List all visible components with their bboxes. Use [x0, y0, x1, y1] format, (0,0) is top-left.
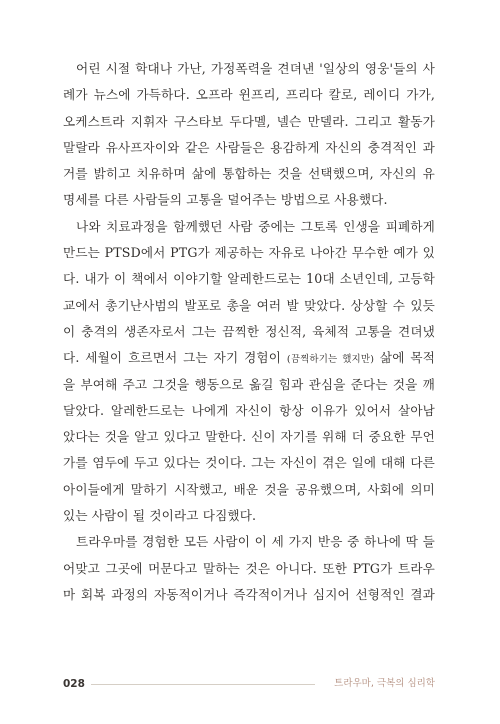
body-text [63, 56, 435, 608]
footer-divider [91, 684, 315, 685]
text-segment: 삶에 목적 [374, 350, 435, 366]
parenthetical-aside: (끔찍하기는 했지만) [286, 354, 375, 366]
text-segment: 다. 세월이 흐르면서 그는 자기 경험이 [63, 350, 287, 366]
text-line: 오케스트라 지휘자 구스타보 두다멜, 넬슨 만델라. 그리고 활동가 [63, 113, 435, 129]
text-line: 나와 치료과정을 함께했던 사람 중에는 그토록 인생을 피폐하게 [76, 218, 435, 234]
page-footer [63, 676, 435, 692]
text-line: 아이들에게 말하기 시작했고, 배운 것을 공유했으며, 사회에 의미 [63, 481, 435, 497]
text-line: 았다는 것을 알고 있다고 말한다. 신이 자기를 위해 더 중요한 무언 [63, 429, 435, 445]
text-line: 다. 내가 이 책에서 이야기할 알레한드로는 10대 소년인데, 고등학 [63, 271, 435, 287]
text-line: 례가 뉴스에 가득하다. 오프라 윈프리, 프리다 칼로, 레이디 가가, [63, 87, 435, 103]
text-line: 어맞고 그곳에 머문다고 말하는 것은 아니다. 또한 PTG가 트라우 [63, 560, 435, 576]
page-number: 028 [63, 678, 85, 690]
text-line-with-aside [63, 345, 435, 371]
text-line: 거를 밝히고 치유하며 삶에 통합하는 것을 선택했으며, 자신의 유 [63, 166, 435, 182]
text-line: 이 충격의 생존자로서 그는 끔찍한 정신적, 육체적 고통을 견뎌냈 [63, 323, 435, 339]
text-line: 말랄라 유사프자이와 같은 사람들은 용감하게 자신의 충격적인 과 [63, 139, 435, 155]
text-line: 달았다. 알레한드로는 나에게 자신이 항상 이유가 있어서 살아남 [63, 402, 435, 418]
text-line: 어린 시절 학대나 가난, 가정폭력을 견뎌낸 '일상의 영웅'들의 사 [76, 61, 435, 76]
text-line: 있는 사람이 될 것이라고 다짐했다. [63, 508, 257, 524]
text-line: 마 회복 과정의 자동적이거나 즉각적이거나 심지어 선형적인 결과 [63, 586, 435, 602]
text-line: 가를 염두에 두고 있다는 것이다. 그는 자신이 겪은 일에 대해 다른 [63, 455, 435, 471]
text-line: 을 부여해 주고 그것을 행동으로 옮길 힘과 관심을 준다는 것을 깨 [63, 376, 435, 392]
text-line: 트라우마를 경험한 모든 사람이 이 세 가지 반응 중 하나에 딱 들 [76, 534, 435, 550]
text-line: 명세를 다른 사람들의 고통을 덜어주는 방법으로 사용했다. [63, 192, 388, 208]
text-line: 교에서 총기난사범의 발포로 총을 여러 발 맞았다. 상상할 수 있듯 [63, 297, 435, 313]
text-line: 만드는 PTSD에서 PTG가 제공하는 자유로 나아간 무수한 예가 있 [63, 245, 435, 261]
running-title: 트라우마, 극복의 심리학 [334, 678, 435, 689]
